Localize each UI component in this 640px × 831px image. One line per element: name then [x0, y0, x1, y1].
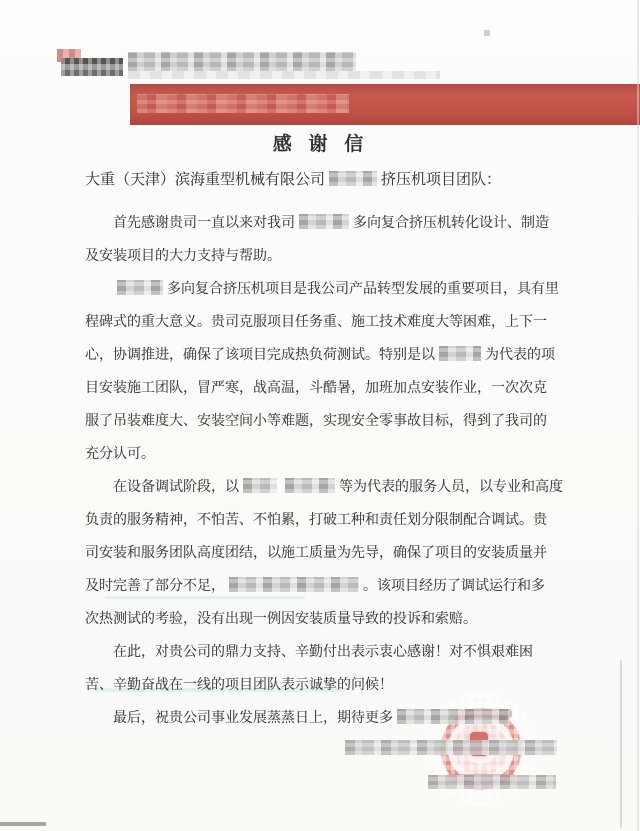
text-run: 目安装施工团队，冒严寒，战高温，斗酷暑，加班加点安装作业，一次次克: [85, 381, 547, 396]
body-line: [85, 306, 565, 339]
letterhead-company-name-redacted: [128, 52, 356, 71]
scan-artifact-dot: [484, 30, 490, 36]
scan-artifact-corner: [0, 822, 46, 826]
text-run: 司安装和服务团队高度团结，以施工质量为先导，确保了项目的安装质量并: [85, 546, 547, 561]
letter-body: [85, 164, 565, 735]
redacted-text: [397, 709, 509, 724]
signature-company-line-redacted: [345, 740, 557, 755]
body-line: [85, 537, 565, 570]
text-run: 及安装项目的大力支持与帮助。: [85, 249, 281, 264]
body-line: [85, 207, 565, 240]
text-run: 负责的服务精神，不怕苦、不怕累，打破工种和责任划分限制配合调试。贵: [85, 513, 547, 528]
text-run: 等为代表的服务人员，以专业和高度: [339, 480, 563, 495]
text-run: 为代表的项: [485, 348, 555, 363]
text-run: 心，协调推进，确保了该项目完成热负荷测试。特别是以: [85, 348, 435, 363]
body-line: [85, 339, 565, 372]
body-line: [85, 471, 565, 504]
signature-date-line-redacted: [428, 775, 556, 789]
company-logo-redacted: [55, 47, 127, 77]
body-line: [85, 273, 565, 306]
body-line: [85, 504, 565, 537]
body-line: [85, 702, 565, 735]
text-run: 。该项目经历了调试运行和多: [363, 579, 545, 594]
text-run: 在此，对贵公司的鼎力支持、辛勤付出表示衷心感谢！对不惧艰难困: [113, 645, 533, 660]
body-line: [85, 240, 565, 273]
redacted-text: [229, 577, 359, 592]
text-run: 及时完善了部分不足，: [85, 579, 225, 594]
text-run: 苦、辛勤奋战在一线的项目团队表示诚挚的问候！: [85, 678, 393, 693]
redacted-text: [329, 171, 377, 186]
body-line: [85, 164, 565, 197]
text-run: 多向复合挤压机项目是我公司产品转型发展的重要项目，具有里: [167, 282, 559, 297]
text-run: 充分认可。: [85, 447, 155, 462]
body-line: [85, 570, 565, 603]
text-run: 在设备调试阶段，以: [113, 480, 239, 495]
body-line: [85, 603, 565, 636]
text-run: 多向复合挤压机转化设计、制造: [353, 216, 549, 231]
body-line: [85, 636, 565, 669]
scan-edge-line: [637, 0, 639, 831]
text-run: 最后，祝贵公司事业发展蒸蒸日上，期待更多: [113, 711, 393, 726]
redacted-text: [243, 478, 277, 493]
redacted-text: [117, 280, 163, 295]
text-run: 挤压机项目团队：: [381, 172, 502, 188]
text-run: 首先感谢贵司一直以来对我司: [113, 216, 295, 231]
logo-dark-mosaic: [61, 58, 123, 76]
redacted-text: [439, 346, 481, 361]
body-line: [85, 372, 565, 405]
body-line: [85, 438, 565, 471]
letter-title: 感 谢 信: [272, 134, 370, 155]
text-run: 大重（天津）滨海重型机械有限公司: [85, 172, 326, 188]
scan-edge-line: [620, 660, 622, 828]
body-line: [85, 405, 565, 438]
redacted-text: [299, 214, 349, 229]
text-run: 次热测试的考验，没有出现一例因安装质量导致的投诉和索赔。: [85, 612, 477, 627]
banner-text-redacted: [137, 94, 349, 113]
redacted-text: [285, 478, 335, 493]
body-line: [85, 669, 565, 702]
letterhead-subline-redacted: [128, 71, 440, 79]
text-run: 服了吊装难度大、安装空间小等难题，实现安全零事故目标，得到了我司的: [85, 414, 547, 429]
text-run: 程碑式的重大意义。贵司克服项目任务重、施工技术难度大等困难，上下一: [85, 315, 547, 330]
letterhead-red-banner: [130, 84, 640, 125]
